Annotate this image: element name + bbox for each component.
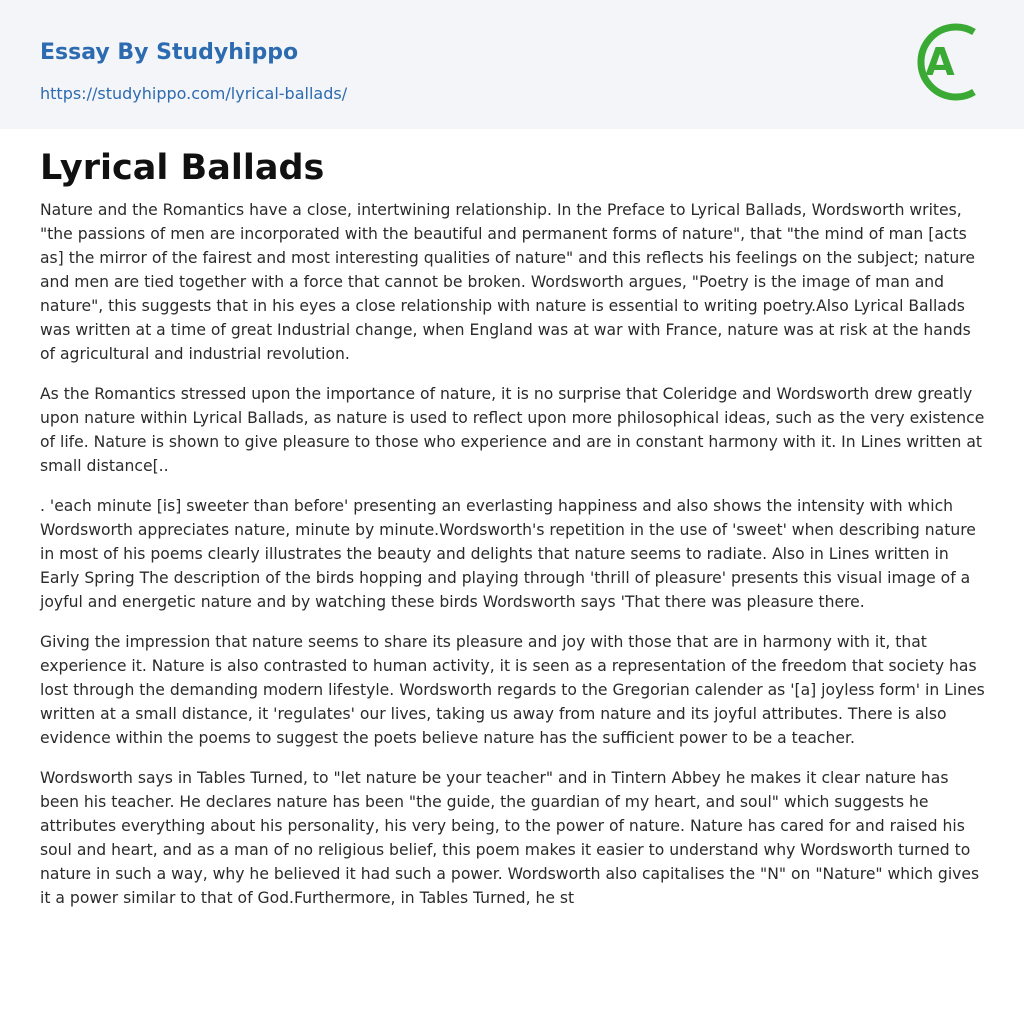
essay-paragraph: Wordsworth says in Tables Turned, to "let nature be your teacher" and in Tintern Abbey he makes it clear nature has been his teacher. He declares nature has been "the guide, the guardian of my heart, and soul" which suggests he attributes everything about his personality, his very being, to the power of nature. Nature has cared for and raised his soul and heart, and as a man of no religious belief, this poem makes it easier to understand why Wordsworth turned to nature in such a way, why he believed it had such a power. Wordsworth also capitalises the "N" on "Nature" which gives it a power similar to that of God.Furthermore, in Tables Turned, he st bbox=[40, 769, 980, 907]
essay-paragraph: As the Romantics stressed upon the importance of nature, it is no surprise that Coleridge and Wordsworth drew greatly upon nature within Lyrical Ballads, as nature is used to reflect upon more philosophical ideas, such as the very existence of life. Nature is shown to give pleasure to those who experience and are in constant harmony with it. In Lines written at small distance[.. bbox=[40, 385, 985, 475]
essay-paragraph: Giving the impression that nature seems to share its pleasure and joy with those that are in harmony with it, that experience it. Nature is also contrasted to human activity, it is seen as a representation of the freedom that society has lost through the demanding modern lifestyle. Wordsworth regards to the Gregorian calender as '[a] joyless form' in Lines written at a small distance, it 'regulates' our lives, taking us away from nature and its joyful attributes. There is also evidence within the poems to suggest the poets believe nature has the sufficient power to be a teacher. bbox=[40, 633, 985, 747]
studyhippo-logo-icon[interactable] bbox=[912, 20, 986, 104]
essay-paragraph: . 'each minute [is] sweeter than before' presenting an everlasting happiness and also shows the intensity with which Wordsworth appreciates nature, minute by minute.Wordsworth's repetition in the use of 'sweet' when describing nature in most of his poems clearly illustrates the beauty and delights that nature seems to radiate. Also in Lines written in Early Spring The description of the birds hopping and playing through 'thrill of pleasure' presents this visual image of a joyful and energetic nature and by watching these birds Wordsworth says 'That there was pleasure there. bbox=[40, 497, 976, 611]
essay-paragraph: Nature and the Romantics have a close, intertwining relationship. In the Preface to Lyrical Ballads, Wordsworth writes, "the passions of men are incorporated with the beautiful and permanent forms of nature", that "the mind of man [acts as] the mirror of the fairest and most interesting qualities of nature" and this reflects his feelings on the subject; nature and men are tied together with a force that cannot be broken. Wordsworth argues, "Poetry is the image of man and nature", this suggests that in his eyes a close relationship with nature is essential to writing poetry.Also Lyrical Ballads was written at a time of great Industrial change, when England was at war with France, nature was at risk at the hands of agricultural and industrial revolution. bbox=[40, 201, 975, 363]
source-url-link[interactable]: https://studyhippo.com/lyrical-ballads/ bbox=[40, 84, 348, 103]
page-title: Lyrical Ballads bbox=[40, 148, 325, 188]
brand-title[interactable]: Essay By Studyhippo bbox=[40, 40, 299, 65]
logo-letter: A bbox=[925, 40, 955, 84]
site-header bbox=[0, 0, 1024, 129]
essay-content bbox=[40, 144, 988, 926]
